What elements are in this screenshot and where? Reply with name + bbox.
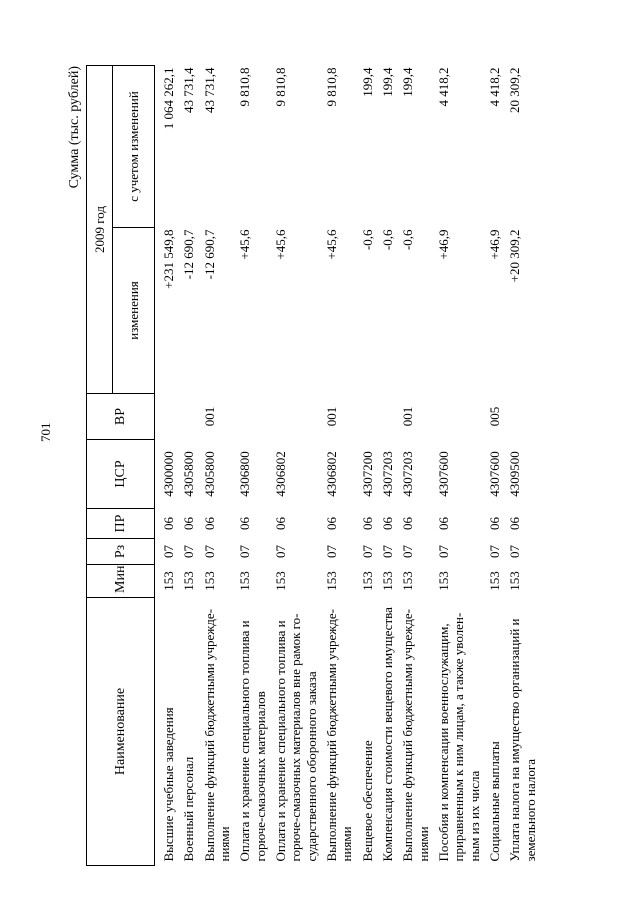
row-pr: 06 (400, 517, 416, 530)
row-pr: 06 (359, 517, 375, 530)
row-change: +46,9 (486, 229, 502, 260)
row-vr (270, 394, 321, 440)
row-rz: 07 (161, 545, 176, 558)
row-pr: 06 (201, 517, 217, 530)
row-rz: 07 (379, 545, 395, 558)
row-total: 43 731,4 (181, 67, 197, 113)
row-pr: 06 (435, 517, 451, 530)
row-min: 153 (379, 571, 395, 591)
row-min: 153 (161, 571, 176, 591)
row-pr: 06 (181, 517, 197, 530)
header-year: 2009 год (87, 66, 113, 394)
row-name: Пособия и компенсации военнослужащим, приравненным к ним лицам, а также уволен-ным из их числа (435, 612, 482, 862)
header-csr: ЦСР (87, 440, 155, 509)
rotated-page-content (64, 66, 574, 866)
row-change: +45,6 (237, 229, 253, 260)
row-vr: 005 (486, 406, 502, 427)
row-min: 153 (201, 571, 217, 591)
row-name: Оплата и хранение специального топлива и горюче-смазочных материалов вне рамок го-сударственного оборонного заказа (272, 613, 319, 862)
row-csr: 4300000 (161, 451, 176, 497)
row-vr (178, 394, 198, 440)
row-change: -12 690,7 (181, 229, 197, 280)
row-csr: 4307600 (486, 451, 502, 497)
row-rz: 07 (201, 545, 217, 558)
header-name: Наименование (87, 598, 155, 866)
row-change: +45,6 (272, 229, 288, 260)
row-csr: 4306802 (323, 451, 339, 497)
row-name: Выполнение функций бюджетными учрежде-ниями (201, 608, 232, 862)
row-rz: 07 (435, 545, 451, 558)
row-vr: 001 (201, 406, 217, 427)
table-row (321, 66, 357, 866)
row-change: -12 690,7 (201, 229, 217, 280)
row-pr: 06 (507, 517, 523, 530)
page-number: 701 (38, 422, 53, 442)
row-rz: 07 (507, 545, 523, 558)
table-body (155, 66, 540, 866)
table-row (504, 66, 540, 866)
header-with-changes: с учетом изменений (113, 66, 155, 228)
row-vr (377, 394, 397, 440)
row-rz: 07 (400, 545, 416, 558)
row-name: Выполнение функций бюджетными учрежде-ниями (323, 608, 355, 862)
row-min: 153 (323, 571, 339, 591)
row-total: 9 810,8 (323, 67, 339, 107)
row-vr (433, 394, 484, 440)
row-min: 153 (181, 571, 197, 591)
table-row (357, 66, 377, 866)
row-pr: 06 (161, 517, 176, 530)
row-name: Компенсация стоимости вещевого имущества (379, 607, 395, 862)
row-name: Военный персонал (181, 756, 197, 862)
row-rz: 07 (359, 545, 375, 558)
header-vr: ВР (87, 394, 155, 440)
row-name: Социальные выплаты (486, 741, 502, 862)
row-vr (155, 394, 179, 440)
table-row (397, 66, 433, 866)
row-change: +231 549,8 (161, 229, 176, 289)
table-row (155, 66, 179, 866)
row-csr: 4307600 (435, 451, 451, 497)
row-csr: 4306800 (237, 451, 253, 497)
row-vr (357, 394, 377, 440)
table-row (234, 66, 270, 866)
row-min: 153 (486, 571, 502, 591)
row-csr: 4305800 (181, 451, 197, 497)
row-min: 153 (237, 571, 253, 591)
table-row (199, 66, 235, 866)
row-rz: 07 (181, 545, 197, 558)
amount-unit-caption: Сумма (тыс. рублей) (67, 66, 82, 189)
row-pr: 06 (486, 517, 502, 530)
row-vr (234, 394, 270, 440)
row-change: +45,6 (323, 229, 339, 260)
row-csr: 4309500 (507, 451, 523, 497)
header-rz: Рз (87, 539, 155, 565)
row-min: 153 (359, 571, 375, 591)
row-min: 153 (400, 571, 416, 591)
table-row (178, 66, 198, 866)
row-min: 153 (507, 571, 523, 591)
row-rz: 07 (237, 545, 253, 558)
row-vr: 001 (400, 406, 416, 427)
row-name: Вещевое обеспечение (359, 740, 375, 862)
row-csr: 4307203 (379, 451, 395, 497)
row-total: 199,4 (379, 67, 395, 97)
table-row (270, 66, 321, 866)
header-min: Мин (87, 565, 155, 598)
row-min: 153 (435, 571, 451, 591)
row-total: 4 418,2 (486, 67, 502, 107)
row-vr (504, 394, 540, 440)
row-csr: 4307200 (359, 451, 375, 497)
row-total: 9 810,8 (237, 67, 253, 107)
row-min: 153 (272, 571, 288, 591)
row-csr: 4306802 (272, 451, 288, 497)
row-name: Выполнение функций бюджетными учрежде-ниями (400, 608, 431, 862)
row-rz: 07 (486, 545, 502, 558)
row-name: Уплата налога на имущество организаций и земельного налога (507, 618, 538, 862)
row-name: Оплата и хранение специального топлива и горюче-смазочных материалов (237, 620, 268, 862)
row-pr: 06 (272, 517, 288, 530)
row-pr: 06 (379, 517, 395, 530)
table-row (377, 66, 397, 866)
row-vr: 001 (323, 406, 339, 427)
row-total: 199,4 (359, 67, 375, 97)
row-change: +20 309,2 (507, 229, 523, 283)
row-rz: 07 (323, 545, 339, 558)
row-change: -0,6 (359, 229, 375, 251)
row-rz: 07 (272, 545, 288, 558)
row-total: 9 810,8 (272, 67, 288, 107)
row-total: 43 731,4 (201, 67, 217, 113)
row-csr: 4307203 (400, 451, 416, 497)
row-pr: 06 (323, 517, 339, 530)
row-total: 20 309,2 (507, 67, 523, 113)
row-change: +46,9 (435, 229, 451, 260)
row-total: 199,4 (400, 67, 416, 97)
row-total: 1 064 262,1 (161, 67, 176, 130)
budget-table (86, 65, 540, 866)
header-pr: ПР (87, 509, 155, 539)
row-total: 4 418,2 (435, 67, 451, 107)
row-change: -0,6 (379, 229, 395, 251)
row-pr: 06 (237, 517, 253, 530)
header-changes: изменения (113, 228, 155, 394)
row-name: Высшие учебные заведения (161, 707, 176, 862)
row-change: -0,6 (400, 229, 416, 251)
row-csr: 4305800 (201, 451, 217, 497)
table-row (484, 66, 504, 866)
table-row (433, 66, 484, 866)
